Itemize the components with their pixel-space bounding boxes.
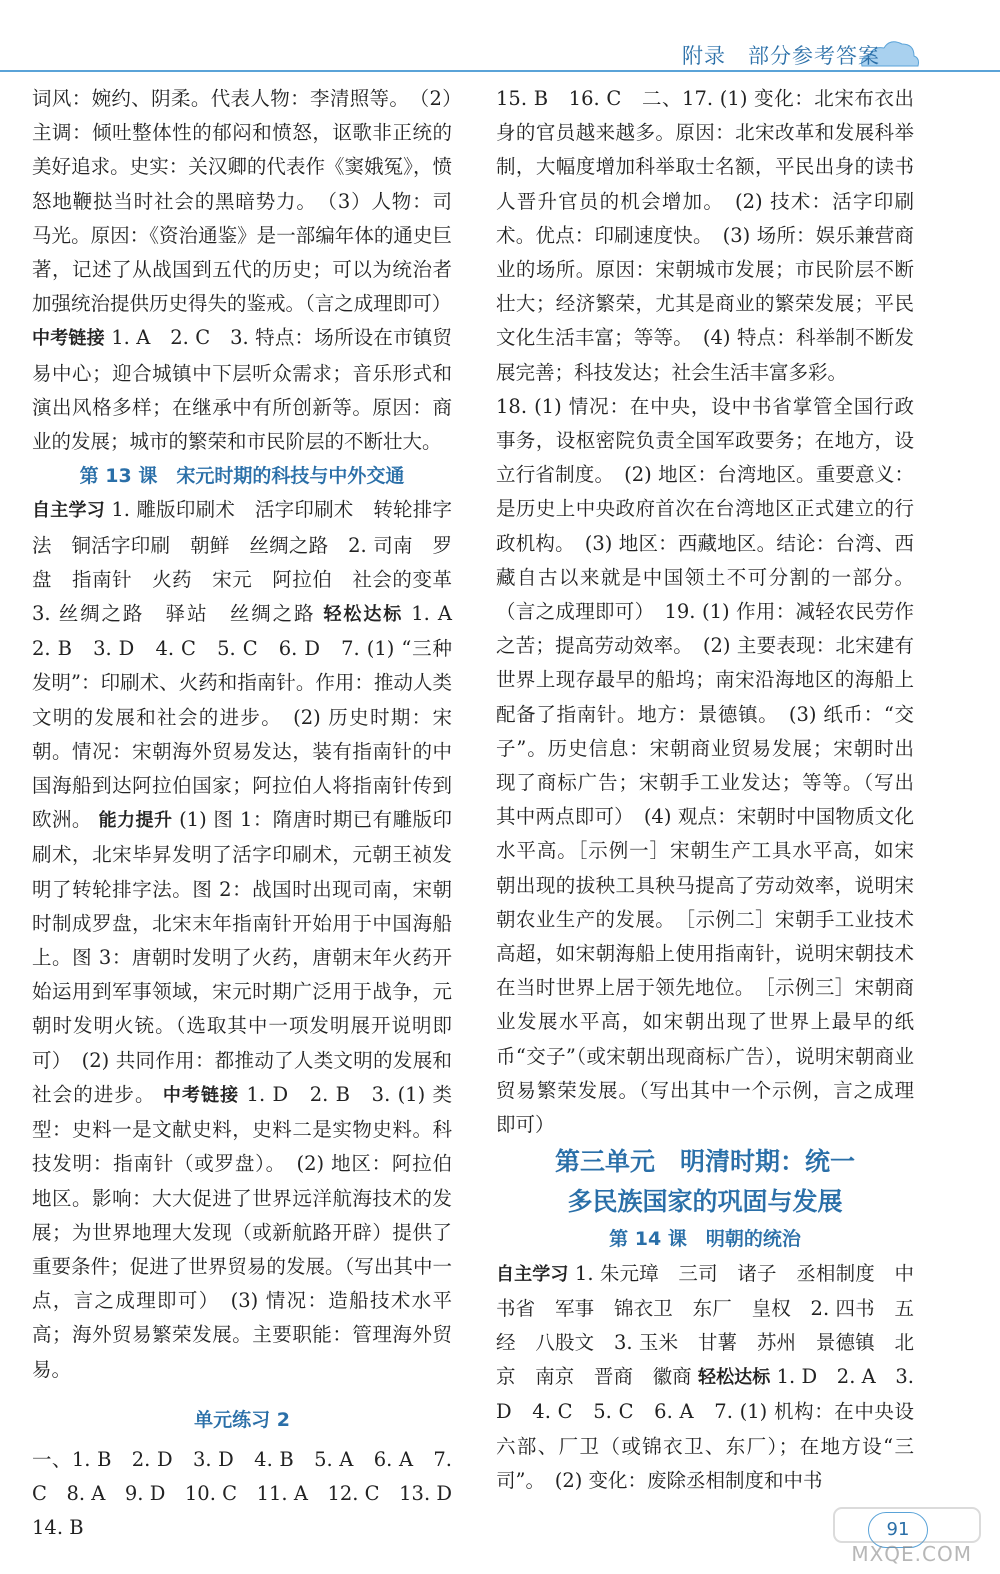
answer-text: 1. D 2. B 3. (1) 类型：史料一是文献史料，史料二是实物史料。科技发明：指南针（或罗盘）。 (2) 地区：阿拉伯地区。影响：大大促进了世界远洋航海技术的发展；为世界地理大发现（或新航路开辟）提供了重要条件；促进了世界贸易的发展。（写出其中一点，言之成理即可） (3) 情况：造船技术水平高；海外贸易繁荣发展。主要职能：管理海外贸易。 xyxy=(32,1082,452,1381)
watermark-text: MXQE.COM xyxy=(851,1542,972,1566)
header-divider xyxy=(0,70,1000,72)
section-keyword: 中考链接 xyxy=(162,1084,240,1106)
unit-title: 第三单元 明清时期：统一 xyxy=(554,1147,855,1177)
lesson-title: 第 13 课 宋元时期的科技与中外交通 xyxy=(79,465,405,488)
lesson-title: 第 14 课 明朝的统治 xyxy=(609,1228,801,1251)
right-column xyxy=(496,82,914,1498)
answer-paragraph xyxy=(32,321,452,459)
section-keyword: 自主学习 xyxy=(32,500,105,522)
answer-text: (1) 图 1：隋唐时期已有雕版印刷术，北宋毕昇发明了活字印刷术，元朝王祯发明了转轮排字法。图 2：战国时出现司南，宋朝时制成罗盘，北宋末年指南针开始用于中国海船上。图 3：唐朝时发明了火药，唐朝末年火药开始运用到军事领域，宋元时期广泛用于战争，元朝时发明火铳。（选取其中一项发明展开说明即可） (2) 共同作用：都推动了人类文明的发展和社会的进步。 xyxy=(32,808,452,1106)
unit-practice-title: 单元练习 2 xyxy=(194,1408,290,1431)
section-keyword: 轻松达标 xyxy=(698,1367,771,1389)
section-keyword: 能力提升 xyxy=(98,810,173,832)
section-keyword: 自主学习 xyxy=(496,1263,569,1285)
answer-paragraph: 18. (1) 情况：在中央，设中书省掌管全国行政事务，设枢密院负责全国军政要务；在地方，设立行省制度。 (2) 地区：台湾地区。重要意义：是历史上中央政府首次在台湾地区正式建立的行政机构。 (3) 地区：西藏地区。结论：台湾、西藏自古以来就是中国领土不可分割的一部分。（言之成理即可） 19. (1) 作用：减轻农民劳作之苦；提高劳动效率。 (2) 主要表现：北宋建有世界上现存最早的船坞；南宋沿海地区的海船上配备了指南针。地方：景德镇。 (3) 纸币：“交子”。历史信息：宋朝商业贸易发展；宋朝时出现了商标广告；宋朝手工业发达；等等。（写出其中两点即可） (4) 观点：宋朝时中国物质文化水平高。［示例一］宋朝生产工具水平高，如宋朝出现的拔秧工具秧马提高了劳动效率，说明宋朝农业生产的发展。 ［示例二］宋朝手工业技术高超，如宋朝海船上使用指南针，说明宋朝技术在当时世界上居于领先地位。 ［示例三］宋朝商业发展水平高，如宋朝出现了世界上最早的纸币“交子”（或宋朝出现商标广告），说明宋朝商业贸易繁荣发展。（写出其中一个示例，言之成理即可） xyxy=(496,394,914,1137)
header-title: 附录 部分参考答案 xyxy=(682,44,880,68)
section-keyword: 中考链接 xyxy=(32,328,105,350)
page-number: 91 xyxy=(868,1512,928,1548)
answer-paragraph: 15. B 16. C 二、17. (1) 变化：北宋布衣出身的官员越来越多。原因：北宋改革和发展科举制，大幅度增加科举取士名额，平民出身的读书人晋升官员的机会增加。 (2) 技术：活字印刷术。优点：印刷速度快。 (3) 场所：娱乐兼营商业的场所。原因：宋朝城市发展；市民阶层不断壮大；经济繁荣，尤其是商业的繁荣发展；平民文化生活丰富；等等。 (4) 特点：科举制不断发展完善；科技发达；社会生活丰富多彩。 xyxy=(496,87,914,384)
answer-text: 1. 朱元璋 三司 诸子 丞相制度 中书省 军事 锦衣卫 东厂 皇权 2. 四书 五经 八股文 3. 玉米 甘薯 苏州 景德镇 北京 南京 晋商 徽商 xyxy=(496,1261,914,1389)
answer-text: 1. A 2. C 3. 特点：场所设在市镇贸易中心；迎合城镇中下层听众需求；音乐形式和演出风格多样；在继承中有所创新等。原因：商业的发展；城市的繁荣和市民阶层的不断壮大。 xyxy=(32,326,453,454)
unit-subtitle: 多民族国家的巩固与发展 xyxy=(567,1187,843,1217)
answer-paragraph xyxy=(496,1257,914,1498)
section-keyword: 轻松达标 xyxy=(323,604,404,626)
answer-paragraph: 词风：婉约、阴柔。代表人物：李清照等。 （2）主调：倾吐整体性的郁闷和愤怒，讴歌非正统的美好追求。史实：关汉卿的代表作《窦娥冤》，愤怒地鞭挞当时社会的黑暗势力。 （3）人物：司马光。原因：《资治通鉴》是一部编年体的通史巨著，记述了从战国到五代的历史；可以为统治者加强统治提供历史得失的鉴戒。（言之成理即可） xyxy=(32,87,452,316)
left-column xyxy=(32,82,472,1546)
answer-paragraph: 一、1. B 2. D 3. D 4. B 5. A 6. A 7. C 8. A 9. D 10. C 11. A 12. C 13. D 14. B xyxy=(32,1447,472,1540)
answer-text: 1. D 2. A 3. D 4. C 5. C 6. A 7. (1) 机构：在中央设六部、厂卫（或锦衣卫、东厂）；在地方设“三司”。 (2) 变化：废除丞相制度和中书 xyxy=(496,1365,915,1492)
answer-paragraph xyxy=(32,493,472,1386)
answer-text: 1. A 2. B 3. D 4. C 5. C 6. D 7. (1) “三种发明”：印刷术、火药和指南针。作用：推动人类文明的发展和社会的进步。 (2) 历史时期：宋朝。情况：宋朝海外贸易发达，装有指南针的中国海船到达阿拉伯国家；阿拉伯人将指南针传到欧洲。 xyxy=(32,602,472,832)
page-header xyxy=(0,0,1000,70)
answer-text: 1. 雕版印刷术 活字印刷术 转轮排字法 铜活字印刷 朝鲜 丝绸之路 2. 司南 罗盘 指南针 火药 宋元 阿拉伯 社会的变革 3. 丝绸之路 驿站 丝绸之路 xyxy=(32,498,472,626)
